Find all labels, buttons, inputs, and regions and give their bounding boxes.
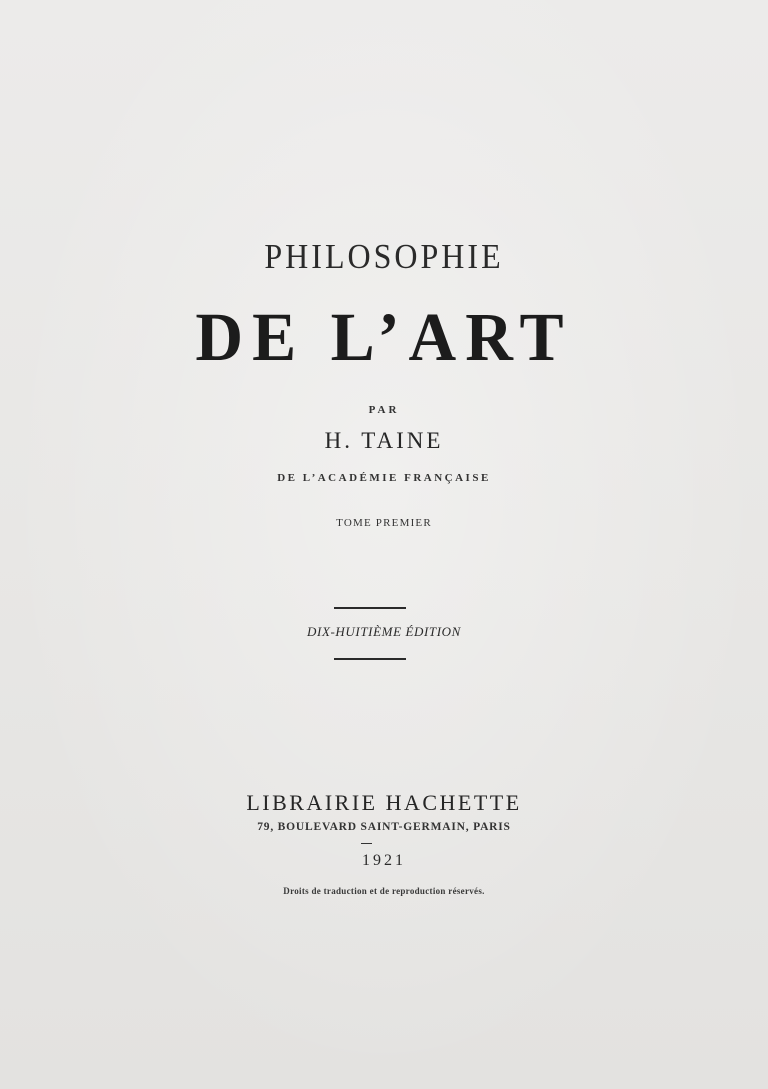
main-title: DE L’ART (195, 299, 573, 376)
edition-rule-bottom (334, 658, 406, 660)
edition-rule-top (334, 607, 406, 609)
publisher-name: LIBRAIRIE HACHETTE (246, 790, 522, 815)
edition-label: DIX-HUITIÈME ÉDITION (307, 624, 461, 639)
rights-notice: Droits de traduction et de reproduction réservés. (283, 886, 485, 896)
year-separator (361, 843, 372, 844)
author-name: H. TAINE (324, 428, 444, 453)
publisher-address: 79, BOULEVARD SAINT-GERMAIN, PARIS (257, 821, 511, 833)
publication-year: 1921 (362, 852, 406, 869)
series-title: PHILOSOPHIE (264, 236, 504, 276)
by-label: PAR (368, 404, 400, 416)
author-affiliation: DE L’ACADÉMIE FRANÇAISE (277, 472, 491, 484)
volume-label: TOME PREMIER (336, 517, 432, 529)
